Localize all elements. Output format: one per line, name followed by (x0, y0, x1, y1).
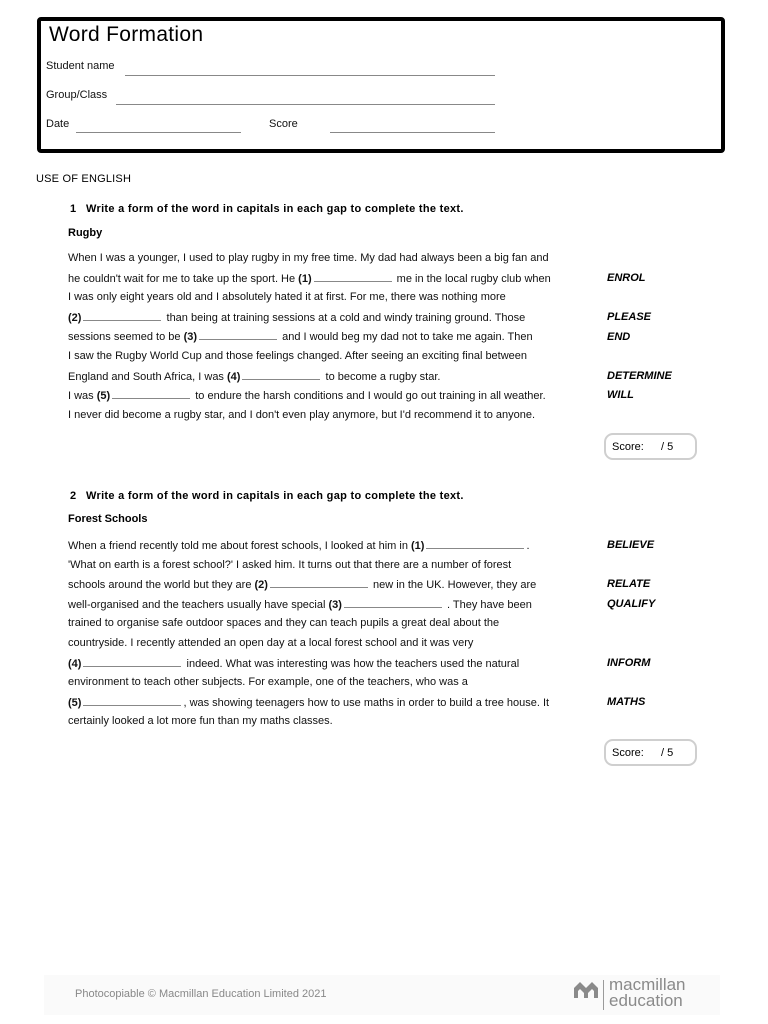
text-line: I saw the Rugby World Cup and those feelings changed. After seeing an exciting final between (68, 350, 528, 362)
text-line: (2) than being at training sessions at a cold and windy training ground. Those (68, 311, 526, 324)
score-field[interactable] (330, 132, 495, 133)
exercise-2-title: Forest Schools (68, 513, 148, 525)
page-footer (44, 975, 720, 1015)
answer-gap[interactable] (270, 578, 368, 588)
exercise-1-score-box (604, 433, 697, 460)
worksheet-header (37, 17, 725, 153)
gap-number: (5) (96, 390, 111, 403)
exercise-number: 1 (70, 203, 77, 215)
logo-divider (603, 980, 604, 1010)
keyword: PLEASE (607, 311, 652, 323)
keyword: BELIEVE (607, 539, 655, 551)
exercise-2-score-box (604, 739, 697, 766)
text-line: When I was a younger, I used to play rugby in my free time. My dad had always been a big fan and (68, 252, 549, 264)
answer-gap[interactable] (242, 370, 320, 380)
keyword: RELATE (607, 578, 651, 590)
answer-gap[interactable] (112, 389, 190, 399)
instruction-text: Write a form of the word in capitals in each gap to complete the text. (86, 203, 464, 215)
keyword: WILL (607, 389, 634, 401)
copyright-text: Photocopiable © Macmillan Education Limited 2021 (75, 988, 327, 1000)
exercise-number: 2 (70, 490, 77, 502)
exercise-1-title: Rugby (68, 227, 103, 239)
gap-number: (2) (68, 311, 82, 324)
gap-number: (4) (227, 370, 241, 383)
score-box-total: / 5 (661, 747, 674, 759)
text-line: sessions seemed to be (3) and I would beg my dad not to take me again. Then (68, 331, 533, 344)
text-line: I was (5) to endure the harsh conditions and I would go out training in all weather. (68, 390, 546, 403)
score-box-label: Score: (612, 441, 644, 453)
gap-number: (3) (328, 598, 342, 611)
answer-gap[interactable] (83, 311, 161, 321)
text-line: England and South Africa, I was (4) to become a rugby star. (68, 370, 441, 383)
answer-gap[interactable] (199, 330, 277, 340)
student-name-field[interactable] (125, 75, 495, 76)
score-box-label: Score: (612, 747, 644, 759)
text-line: trained to organise safe outdoor spaces and they can teach pupils a great deal about the (68, 617, 500, 630)
gap-number: (2) (254, 579, 268, 592)
student-name-label: Student name (46, 60, 115, 72)
text-line: When a friend recently told me about forest schools, I looked at him in (1) . (68, 540, 530, 552)
keyword: MATHS (607, 696, 646, 708)
group-class-label: Group/Class (46, 89, 108, 101)
gap-number: (1) (298, 272, 312, 285)
macmillan-mark-icon (574, 982, 598, 998)
score-box-total: / 5 (661, 441, 674, 453)
date-field[interactable] (76, 132, 241, 133)
keyword: END (607, 331, 631, 343)
keyword: INFORM (607, 657, 651, 669)
text-line: I was only eight years old and I absolutely hated it at first. For me, there was nothing more (68, 291, 506, 304)
text-line: environment to teach other subjects. For example, one of the teachers, who was a (68, 676, 468, 689)
gap-number: (5) (68, 696, 82, 709)
answer-gap[interactable] (83, 696, 181, 706)
text-line: (5) , was showing teenagers how to use maths in order to build a tree house. It (68, 696, 550, 709)
answer-gap[interactable] (426, 539, 524, 549)
keyword: DETERMINE (607, 370, 672, 382)
text-line: countryside. I recently attended an open day at a local forest school and it was very (68, 637, 474, 649)
exercise-2-instruction (70, 490, 464, 502)
date-label: Date (46, 118, 70, 130)
gap-number: (4) (68, 657, 82, 670)
text-line: 'What on earth is a forest school?' I asked him. It turns out that there are a number of forest (68, 558, 512, 571)
gap-number: (1) (411, 540, 425, 552)
text-line: certainly looked a lot more fun than my maths classes. (68, 715, 333, 728)
answer-gap[interactable] (344, 598, 442, 608)
text-line: I never did become a rugby star, and I don't even play anymore, but I'd recommend it to anyone. (68, 408, 536, 421)
answer-gap[interactable] (314, 272, 392, 282)
worksheet-title: Word Formation (49, 23, 204, 46)
text-line: (4) indeed. What was interesting was how the teachers used the natural (68, 657, 520, 670)
macmillan-logo (574, 977, 724, 1011)
gap-number: (3) (183, 331, 198, 344)
score-label: Score (269, 118, 298, 130)
keyword: QUALIFY (607, 598, 656, 610)
text-line: he couldn't wait for me to take up the sport. He (1) me in the local rugby club when (68, 272, 551, 285)
section-label: USE OF ENGLISH (36, 173, 132, 185)
exercise-1-instruction (70, 203, 464, 215)
instruction-text: Write a form of the word in capitals in each gap to complete the text. (86, 490, 464, 502)
logo-wordmark: macmillan education (609, 975, 686, 1010)
text-line: schools around the world but they are (2) new in the UK. However, they are (68, 579, 537, 592)
group-class-field[interactable] (116, 104, 495, 105)
keyword: ENROL (607, 272, 646, 284)
answer-gap[interactable] (83, 657, 181, 667)
text-line: well-organised and the teachers usually have special (3) . They have been (68, 598, 532, 611)
